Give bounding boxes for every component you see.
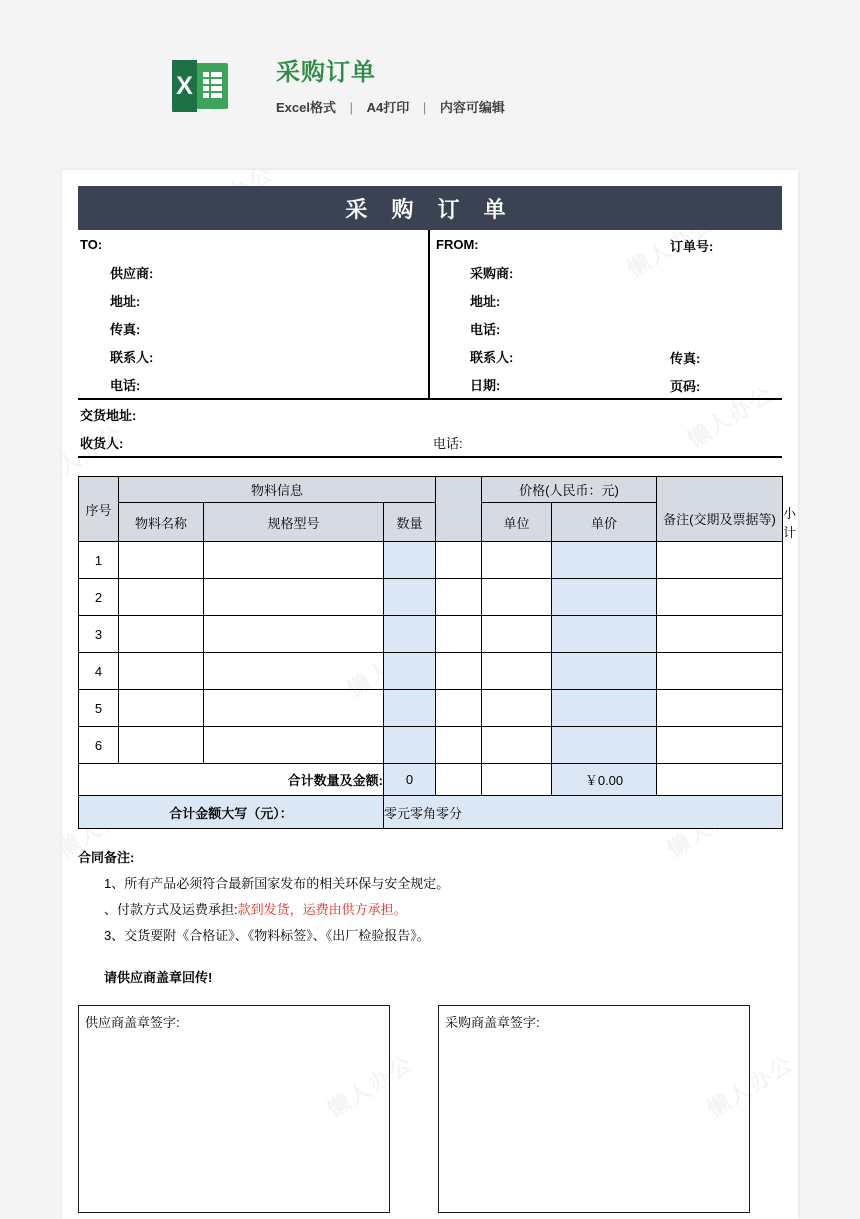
supplier-phone-label[interactable]: 电话: xyxy=(110,377,141,393)
col-group-price: 价格(人民币：元) xyxy=(482,477,657,503)
notes-title: 合同备注: xyxy=(78,850,135,865)
row-material-name[interactable] xyxy=(119,616,204,653)
table-row xyxy=(79,653,783,690)
row-remark[interactable] xyxy=(657,542,783,579)
supplier-fax-label[interactable]: 传真: xyxy=(110,321,141,337)
delivery-address-row[interactable] xyxy=(78,400,782,428)
row-remark[interactable] xyxy=(657,579,783,616)
row-remark[interactable] xyxy=(657,616,783,653)
col-group-material: 物料信息 xyxy=(119,477,436,503)
totals-qty: 0 xyxy=(384,764,436,796)
amount-in-words-row xyxy=(79,796,783,829)
amount-in-words-label: 合计金额大写（元）： xyxy=(79,796,384,829)
feature-separator-1: | xyxy=(349,100,353,115)
row-index: 6 xyxy=(79,727,119,764)
row-material-name[interactable] xyxy=(119,727,204,764)
row-subtotal[interactable] xyxy=(552,727,657,764)
row-spec[interactable] xyxy=(204,727,384,764)
row-price[interactable] xyxy=(482,542,552,579)
callback-request: 请供应商盖章回传! xyxy=(104,970,213,985)
feature-format: Excel格式 xyxy=(276,100,336,115)
row-remark[interactable] xyxy=(657,727,783,764)
buyer-column xyxy=(430,230,782,398)
row-qty[interactable] xyxy=(384,616,436,653)
page-number-label[interactable]: 页码: xyxy=(670,379,701,394)
table-row xyxy=(79,727,783,764)
col-spec: 规格型号 xyxy=(204,503,384,542)
row-price[interactable] xyxy=(482,579,552,616)
note-item-2-highlight: 款到发货，运费由供方承担。 xyxy=(237,902,407,917)
feature-print: A4打印 xyxy=(366,100,410,115)
row-index: 5 xyxy=(79,690,119,727)
col-material-name: 物料名称 xyxy=(119,503,204,542)
row-subtotal[interactable] xyxy=(552,653,657,690)
amount-in-words-value[interactable]: 零元零角零分 xyxy=(384,796,783,829)
totals-amount: ￥0.00 xyxy=(552,764,657,796)
row-index: 3 xyxy=(79,616,119,653)
row-material-name[interactable] xyxy=(119,579,204,616)
col-index: 序号 xyxy=(79,477,119,542)
row-price[interactable] xyxy=(482,727,552,764)
document-page xyxy=(62,170,798,1219)
note-item-1 xyxy=(78,871,782,897)
supplier-signature-box[interactable]: 供应商盖章签字: xyxy=(78,1005,390,1213)
promo-features xyxy=(276,98,505,118)
promo-header xyxy=(172,56,732,136)
consignee-label: 收货人: xyxy=(80,435,124,451)
row-index: 4 xyxy=(79,653,119,690)
supplier-address-label[interactable]: 地址: xyxy=(110,293,141,309)
row-qty[interactable] xyxy=(384,727,436,764)
row-price[interactable] xyxy=(482,690,552,727)
row-material-name[interactable] xyxy=(119,542,204,579)
feature-separator-2: | xyxy=(422,100,427,115)
row-qty[interactable] xyxy=(384,542,436,579)
buyer-name-label[interactable]: 采购商: xyxy=(470,265,514,281)
row-material-name[interactable] xyxy=(119,653,204,690)
note-item-1-text: 1、所有产品必须符合最新国家发布的相关环保与安全规定。 xyxy=(104,876,450,891)
buyer-signature-box[interactable]: 采购商盖章签字: xyxy=(438,1005,750,1213)
row-qty[interactable] xyxy=(384,690,436,727)
buyer-contact-label[interactable]: 联系人: xyxy=(470,349,514,365)
row-unit[interactable] xyxy=(436,690,482,727)
col-remark: 备注(交期及票据等) xyxy=(657,477,783,542)
consignee-phone-label: 电话: xyxy=(433,435,463,451)
table-row xyxy=(79,616,783,653)
row-unit[interactable] xyxy=(436,727,482,764)
row-material-name[interactable] xyxy=(119,690,204,727)
row-subtotal[interactable] xyxy=(552,579,657,616)
row-spec[interactable] xyxy=(204,616,384,653)
consignee-row[interactable] xyxy=(78,428,782,456)
col-unit-placeholder xyxy=(436,477,482,542)
supplier-column xyxy=(78,230,430,398)
row-index: 2 xyxy=(79,579,119,616)
row-unit[interactable] xyxy=(436,579,482,616)
order-number-label[interactable]: 订单号: xyxy=(670,239,714,254)
table-row xyxy=(79,542,783,579)
feature-editable: 内容可编辑 xyxy=(439,100,505,115)
party-info-block xyxy=(78,230,782,400)
row-subtotal[interactable] xyxy=(552,542,657,579)
totals-row xyxy=(79,764,783,796)
row-subtotal[interactable] xyxy=(552,690,657,727)
note-item-2 xyxy=(78,897,782,923)
buyer-address-label[interactable]: 地址: xyxy=(470,293,501,309)
totals-label: 合计数量及金额: xyxy=(79,764,384,796)
col-unit: 单位 xyxy=(482,503,552,542)
row-price[interactable] xyxy=(482,616,552,653)
totals-remark xyxy=(657,764,783,796)
row-spec[interactable] xyxy=(204,690,384,727)
shipping-block xyxy=(78,400,782,458)
buyer-date-label[interactable]: 日期: xyxy=(470,377,501,393)
row-spec[interactable] xyxy=(204,579,384,616)
contract-notes xyxy=(78,845,782,991)
note-item-2-text: 、付款方式及运费承担: xyxy=(104,902,238,917)
row-qty[interactable] xyxy=(384,653,436,690)
delivery-address-label: 交货地址: xyxy=(80,407,137,423)
totals-unit xyxy=(436,764,482,796)
table-row xyxy=(79,690,783,727)
row-spec[interactable] xyxy=(204,653,384,690)
row-qty[interactable] xyxy=(384,579,436,616)
col-price: 单价 xyxy=(552,503,657,542)
to-label: TO: xyxy=(80,236,103,252)
supplier-contact-label[interactable]: 联系人: xyxy=(110,349,154,365)
row-remark[interactable] xyxy=(657,690,783,727)
signature-area xyxy=(78,1005,782,1213)
order-sheet xyxy=(78,186,797,1213)
table-header-group-row xyxy=(79,477,783,503)
table-row xyxy=(79,579,783,616)
totals-price xyxy=(482,764,552,796)
row-spec[interactable] xyxy=(204,542,384,579)
document-title-banner: 采 购 订 单 xyxy=(78,186,782,230)
row-index: 1 xyxy=(79,542,119,579)
row-unit[interactable] xyxy=(436,653,482,690)
row-subtotal[interactable] xyxy=(552,616,657,653)
col-qty: 数量 xyxy=(384,503,436,542)
note-item-3 xyxy=(78,923,782,949)
row-price[interactable] xyxy=(482,653,552,690)
note-item-3-text: 3、交货要附《合格证》、《物料标签》、《出厂检验报告》。 xyxy=(104,928,430,943)
promo-title: 采购订单 xyxy=(276,59,376,86)
items-table xyxy=(78,476,797,829)
table-header-row: 物料名称 规格型号 数量 单位 单价 小计 xyxy=(79,503,783,542)
buyer-phone-label[interactable]: 电话: xyxy=(470,321,501,337)
supplier-name-label[interactable]: 供应商: xyxy=(110,265,154,281)
excel-logo-icon: X xyxy=(172,60,228,112)
buyer-fax-label[interactable]: 传真: xyxy=(670,351,701,366)
row-remark[interactable] xyxy=(657,653,783,690)
row-unit[interactable] xyxy=(436,542,482,579)
from-label: FROM: xyxy=(436,236,479,252)
row-unit[interactable] xyxy=(436,616,482,653)
items-table-body xyxy=(79,542,783,829)
